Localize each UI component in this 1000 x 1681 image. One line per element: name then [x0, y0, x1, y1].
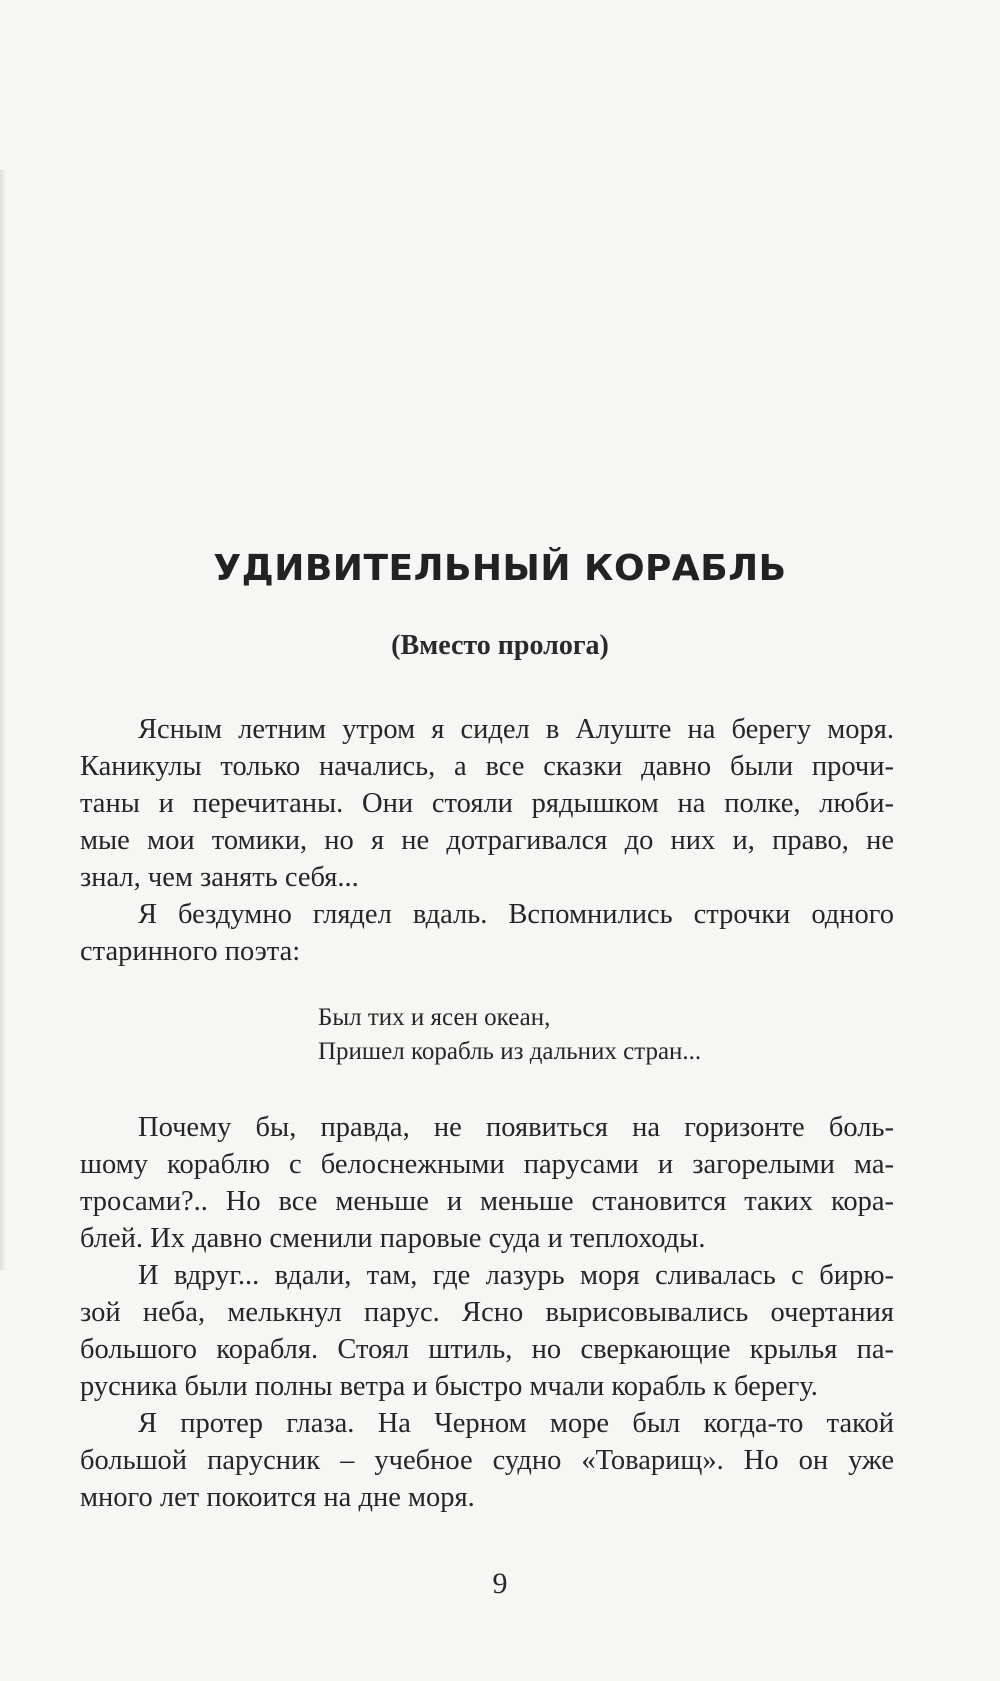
text-line: много лет покоится на дне моря. [80, 1482, 475, 1513]
paragraph-1 [80, 711, 894, 896]
text-line: знал, чем занять себя... [80, 862, 359, 893]
text-line: таны и перечитаны. Они стояли рядышком на полке, люби- [80, 788, 894, 819]
text-line: блей. Их давно сменили паровые суда и теплоходы. [80, 1223, 706, 1254]
page-number: 9 [492, 1567, 508, 1600]
text-line: мые мои томики, но я не дотрагивался до них и, право, не [80, 825, 894, 856]
text-line: Я бездумно глядел вдаль. Вспомнились строчки одного [138, 899, 894, 930]
text-line: тросами?.. Но все меньше и меньше становится таких кора- [80, 1186, 894, 1217]
text-line: Ясным летним утром я сидел в Алуште на берегу моря. [138, 714, 894, 745]
verse-line: Был тих и ясен океан, [318, 1004, 551, 1031]
chapter-title: УДИВИТЕЛЬНЫЙ КОРАБЛЬ [213, 548, 787, 589]
chapter-subtitle: (Вместо пролога) [391, 630, 609, 661]
text-line: шому кораблю с белоснежными парусами и загорелыми ма- [80, 1149, 894, 1180]
scan-shadow-edge [0, 170, 6, 1270]
text-line: И вдруг... вдали, там, где лазурь моря сливалась с бирю- [138, 1260, 894, 1291]
text-line: большой парусник – учебное судно «Товарищ». Но он уже [80, 1445, 894, 1476]
paragraph-3 [80, 1109, 894, 1257]
paragraph-2 [80, 896, 894, 970]
verse-quote [318, 1001, 701, 1069]
paragraph-4 [80, 1257, 894, 1405]
verse-line: Пришел корабль из дальних стран... [318, 1038, 702, 1065]
text-line: большого корабля. Стоял штиль, но сверкающие крылья па- [80, 1334, 894, 1365]
text-line: Каникулы только начались, а все сказки давно были прочи- [80, 751, 894, 782]
text-line: Почему бы, правда, не появиться на горизонте боль- [138, 1112, 894, 1143]
text-line: зой неба, мелькнул парус. Ясно вырисовывались очертания [80, 1297, 894, 1328]
text-line: Я протер глаза. На Черном море был когда-то такой [138, 1408, 894, 1439]
text-line: русника были полны ветра и быстро мчали корабль к берегу. [80, 1371, 818, 1402]
text-line: старинного поэта: [80, 936, 301, 967]
paragraph-5 [80, 1405, 894, 1516]
